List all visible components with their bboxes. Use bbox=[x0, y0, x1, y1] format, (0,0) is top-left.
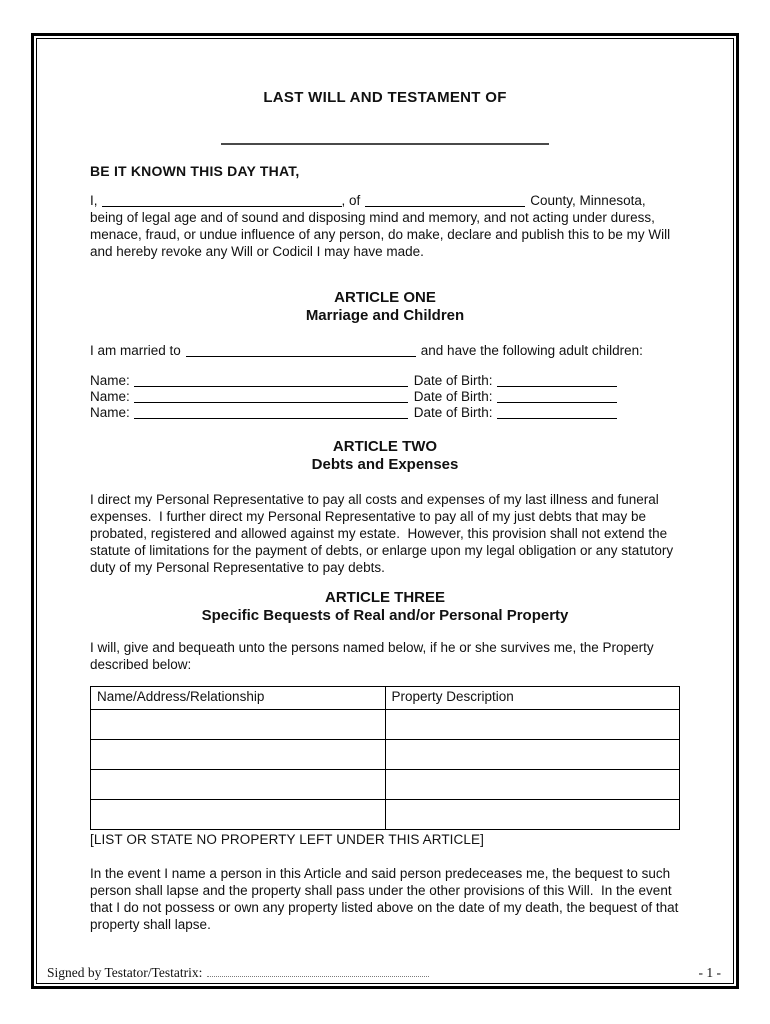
page-content bbox=[37, 39, 733, 933]
page-footer bbox=[47, 965, 721, 981]
intro-text-3: County, Minnesota, bbox=[530, 193, 646, 208]
article-one-subheading: Marriage and Children bbox=[305, 307, 465, 324]
table-cell-property[interactable] bbox=[385, 800, 680, 830]
page bbox=[31, 33, 739, 989]
child-name-blank[interactable] bbox=[134, 374, 408, 387]
bequeath-paragraph: I will, give and bequeath unto the persons named below, if he or she survives me, the Property described below: bbox=[90, 640, 658, 672]
child-name-label: Name: bbox=[90, 389, 130, 404]
child-dob-blank[interactable] bbox=[497, 374, 617, 387]
table-row bbox=[91, 770, 680, 800]
testator-name-blank[interactable] bbox=[102, 194, 342, 207]
intro-text-4: being of legal age and of sound and disposing mind and memory, and not acting under duress, menace, fraud, or undue influence of any person, do make, declare and publish this to be my Will and hereby revoke any Will or Codicil I may have made. bbox=[90, 210, 674, 259]
child-row bbox=[90, 373, 680, 389]
child-dob-label: Date of Birth: bbox=[413, 405, 493, 420]
page-inner-border bbox=[36, 38, 734, 984]
article-three-heading: ARTICLE THREE bbox=[325, 589, 445, 606]
table-cell-beneficiary[interactable] bbox=[91, 800, 386, 830]
intro-text-2: , of bbox=[341, 193, 361, 208]
table-cell-property[interactable] bbox=[385, 770, 680, 800]
article-three-subheading: Specific Bequests of Real and/or Personal Property bbox=[201, 607, 569, 624]
child-name-label: Name: bbox=[90, 373, 130, 388]
intro-paragraph bbox=[90, 192, 680, 260]
signed-by-label: Signed by Testator/Testatrix: bbox=[47, 965, 203, 980]
article-two-heading-block bbox=[90, 438, 680, 474]
bequests-table bbox=[90, 686, 680, 830]
document-title: LAST WILL AND TESTAMENT OF bbox=[263, 89, 507, 106]
table-row bbox=[91, 800, 680, 830]
child-row bbox=[90, 405, 680, 421]
debts-paragraph: I direct my Personal Representative to pay all costs and expenses of my last illness and funeral expenses. I further direct my Personal Representative to pay all of my just debts that may be probated, registered and allowed against my estate. However, this provision shall not extend the statute of limitations for the payment of debts, or enlarge upon my legal obligation or any statutory duty of my Personal Representative to pay debts. bbox=[90, 492, 677, 575]
article-two-heading: ARTICLE TWO bbox=[332, 438, 438, 455]
intro-text-1: I, bbox=[90, 193, 98, 208]
table-row bbox=[91, 740, 680, 770]
children-list bbox=[90, 373, 680, 421]
table-header-name-address-relationship: Name/Address/Relationship bbox=[91, 687, 386, 710]
opening-heading: BE IT KNOWN THIS DAY THAT, bbox=[90, 163, 300, 179]
page-number: - 1 - bbox=[698, 965, 721, 980]
married-line bbox=[90, 342, 680, 359]
table-cell-beneficiary[interactable] bbox=[91, 710, 386, 740]
county-blank[interactable] bbox=[365, 194, 525, 207]
spouse-name-blank[interactable] bbox=[186, 344, 416, 357]
child-row bbox=[90, 389, 680, 405]
intro-line-1 bbox=[90, 192, 680, 209]
testator-signature-blank[interactable] bbox=[207, 965, 429, 977]
article-two-subheading: Debts and Expenses bbox=[311, 456, 459, 473]
table-cell-beneficiary[interactable] bbox=[91, 770, 386, 800]
testator-name-title-blank[interactable] bbox=[221, 143, 549, 145]
married-text-pre: I am married to bbox=[90, 343, 181, 358]
child-dob-blank[interactable] bbox=[497, 406, 617, 419]
child-name-blank[interactable] bbox=[134, 406, 408, 419]
married-text-post: and have the following adult children: bbox=[420, 343, 643, 358]
child-dob-label: Date of Birth: bbox=[413, 373, 493, 388]
lapse-paragraph: In the event I name a person in this Article and said person predeceases me, the bequest to such person shall lapse and the property shall pass under the other provisions of this Will. In the event that I do not possess or own any property listed above on the date of my death, the bequest of that property shall lapse. bbox=[90, 866, 683, 932]
article-one-heading: ARTICLE ONE bbox=[334, 289, 436, 306]
child-name-label: Name: bbox=[90, 405, 130, 420]
article-three-heading-block bbox=[90, 589, 680, 625]
article-one-heading-block bbox=[90, 289, 680, 325]
list-instruction-note: [LIST OR STATE NO PROPERTY LEFT UNDER THIS ARTICLE] bbox=[90, 832, 484, 847]
bequests-table-header-row bbox=[91, 687, 680, 710]
child-dob-blank[interactable] bbox=[497, 390, 617, 403]
table-header-property-description: Property Description bbox=[385, 687, 680, 710]
child-dob-label: Date of Birth: bbox=[413, 389, 493, 404]
table-cell-property[interactable] bbox=[385, 710, 680, 740]
table-cell-property[interactable] bbox=[385, 740, 680, 770]
child-name-blank[interactable] bbox=[134, 390, 408, 403]
table-cell-beneficiary[interactable] bbox=[91, 740, 386, 770]
table-row bbox=[91, 710, 680, 740]
